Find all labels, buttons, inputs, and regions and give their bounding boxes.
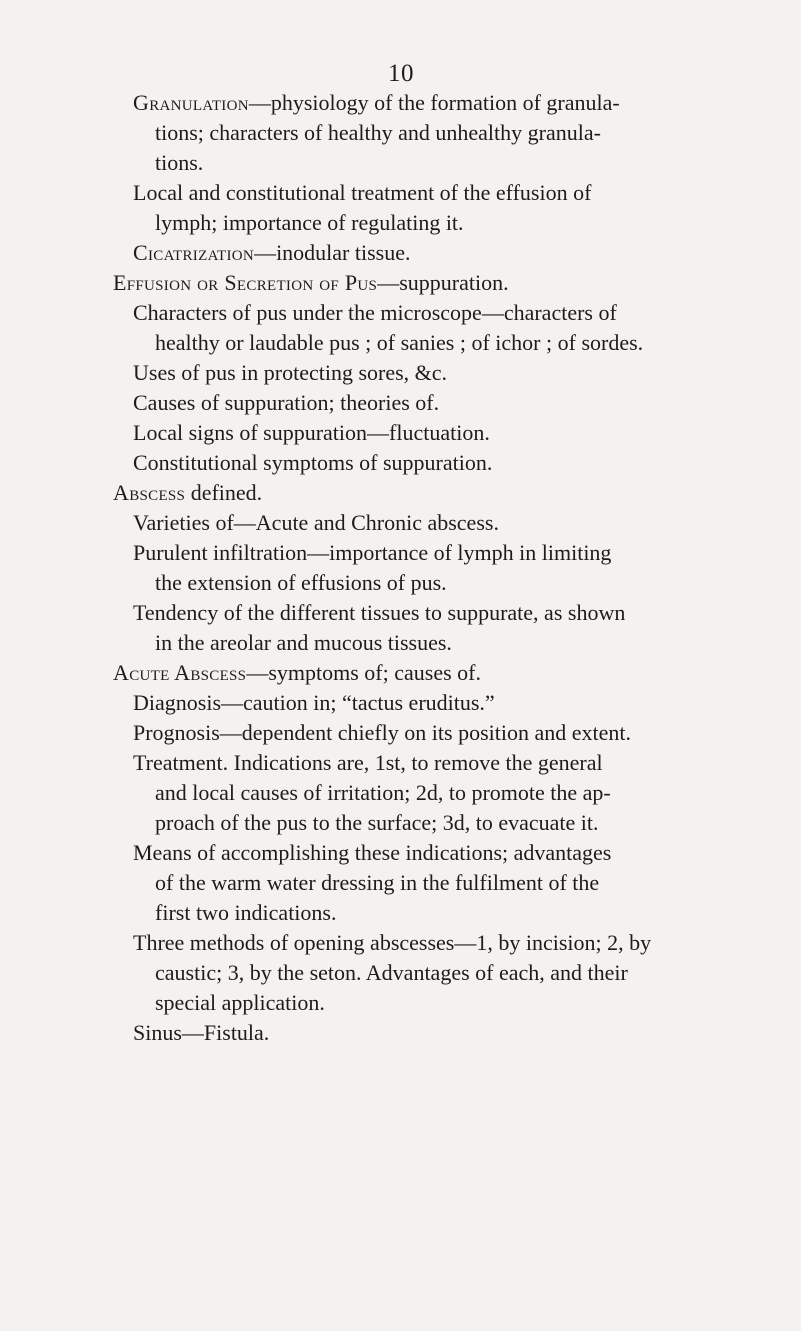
- outline-line: in the areolar and mucous tissues.: [155, 630, 452, 655]
- outline-line: Local and constitutional treatment of the effusion of: [133, 180, 592, 205]
- outline-line: proach of the pus to the surface; 3d, to evacuate it.: [155, 810, 599, 835]
- section-heading: Effusion or Secretion of Pus: [113, 270, 378, 295]
- outline-line: Purulent infiltration—importance of lymph in limiting: [133, 540, 612, 565]
- outline-line: Diagnosis—caution in; “tactus eruditus.”: [133, 690, 495, 715]
- outline-line: the extension of effusions of pus.: [155, 570, 447, 595]
- outline-line: special application.: [155, 990, 325, 1015]
- outline-line: Varieties of—Acute and Chronic abscess.: [133, 510, 499, 535]
- outline-line: Granulation—physiology of the formation of granula-: [133, 90, 620, 115]
- outline-line: Tendency of the different tissues to suppurate, as shown: [133, 600, 626, 625]
- section-heading: Abscess: [113, 480, 186, 505]
- topic-heading: Granulation: [133, 90, 249, 115]
- outline-line: Uses of pus in protecting sores, &c.: [133, 360, 448, 385]
- outline-line: Treatment. Indications are, 1st, to remove the general: [133, 750, 603, 775]
- outline-line: Causes of suppuration; theories of.: [133, 390, 440, 415]
- outline-line: Characters of pus under the microscope—characters of: [133, 300, 617, 325]
- outline-line: Acute Abscess—symptoms of; causes of.: [113, 660, 481, 685]
- outline-line: and local causes of irritation; 2d, to promote the ap-: [155, 780, 611, 805]
- outline-line: Three methods of opening abscesses—1, by incision; 2, by: [133, 930, 652, 955]
- page-number: 10: [388, 60, 414, 87]
- outline-line: of the warm water dressing in the fulfilment of the: [155, 870, 600, 895]
- outline-line: Sinus—Fistula.: [133, 1020, 270, 1045]
- outline-line: Local signs of suppuration—fluctuation.: [133, 420, 490, 445]
- outline-line: Means of accomplishing these indications; advantages: [133, 840, 612, 865]
- outline-line: Cicatrization—inodular tissue.: [133, 240, 411, 265]
- outline-line: first two indications.: [155, 900, 337, 925]
- outline-line: tions; characters of healthy and unhealthy granula-: [155, 120, 601, 145]
- outline-line: lymph; importance of regulating it.: [155, 210, 464, 235]
- outline-line: caustic; 3, by the seton. Advantages of each, and their: [155, 960, 628, 985]
- outline-line: Constitutional symptoms of suppuration.: [133, 450, 493, 475]
- outline-line: Prognosis—dependent chiefly on its position and extent.: [133, 720, 631, 745]
- outline-line: Effusion or Secretion of Pus—suppuration.: [113, 270, 509, 295]
- section-heading: Acute Abscess: [113, 660, 247, 685]
- outline-line: tions.: [155, 150, 204, 175]
- outline-line: Abscess defined.: [113, 480, 263, 505]
- outline-line: healthy or laudable pus ; of sanies ; of ichor ; of sordes.: [155, 330, 644, 355]
- topic-heading: Cicatrization: [133, 240, 255, 265]
